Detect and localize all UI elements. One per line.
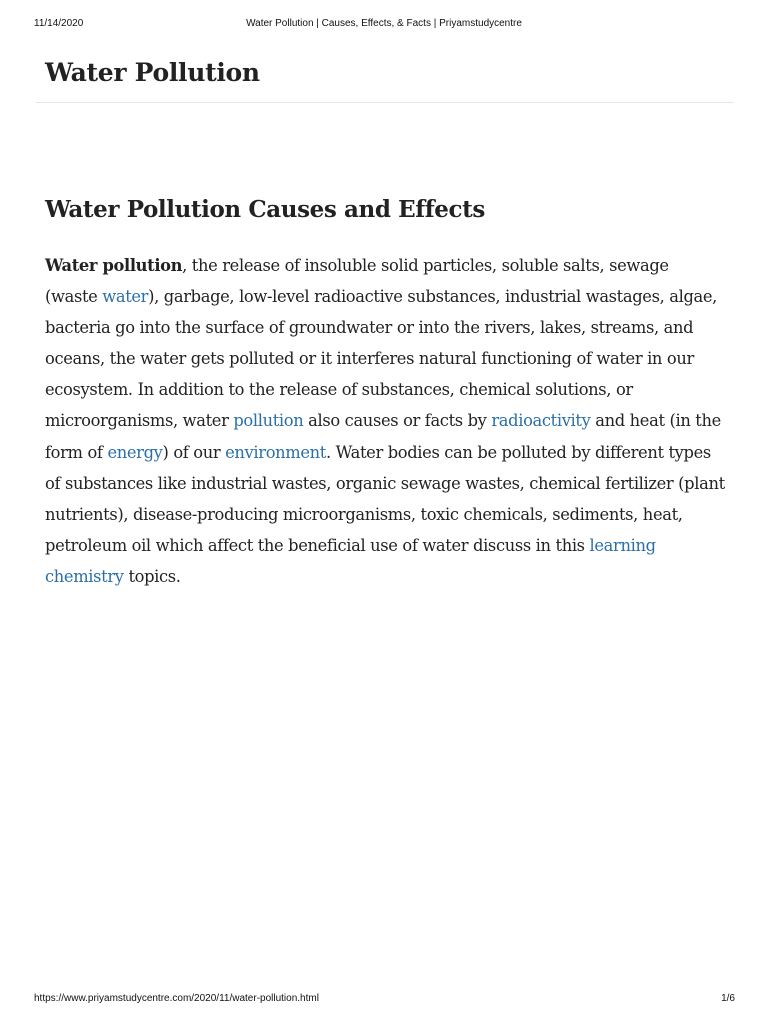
section-heading: Water Pollution Causes and Effects	[45, 196, 485, 223]
print-date: 11/14/2020	[34, 18, 84, 29]
article-paragraph	[45, 250, 725, 592]
paragraph-text: topics.	[123, 566, 181, 586]
title-divider	[36, 102, 734, 103]
print-footer	[0, 993, 768, 1007]
print-page-number: 1/6	[721, 993, 735, 1004]
print-page-url: https://www.priyamstudycentre.com/2020/11/water-pollution.html	[34, 993, 319, 1004]
link-water[interactable]: water	[102, 287, 149, 307]
print-header	[0, 18, 768, 32]
paragraph-text: also causes or facts by	[303, 411, 492, 431]
paragraph-text: , the release of insoluble solid particles, soluble salts, sewage (waste	[45, 256, 669, 307]
print-document-title: Water Pollution | Causes, Effects, & Facts | Priyamstudycentre	[246, 18, 522, 29]
lead-term: Water pollution	[45, 256, 183, 275]
paragraph-text: and heat (in the form of	[45, 411, 721, 462]
page-title: Water Pollution	[45, 58, 260, 87]
link-energy[interactable]: energy	[107, 442, 163, 462]
link-learning-chemistry[interactable]: learning chemistry	[45, 535, 656, 586]
paragraph-text: ), garbage, low-level radioactive substances, industrial wastages, algae, bacteria go into the surface of groundwater or into the rivers, lakes, streams, and oceans, the water gets polluted or it interferes natural functioning of water in our ecosystem. In addition to the release of substances, chemical solutions, or microorganisms, water	[45, 287, 717, 431]
link-environment[interactable]: environment	[225, 442, 326, 462]
link-pollution[interactable]: pollution	[233, 411, 304, 431]
link-radioactivity[interactable]: radioactivity	[491, 411, 591, 431]
paragraph-text: . Water bodies can be polluted by different types of substances like industrial wastes, organic sewage wastes, chemical fertilizer (plant nutrients), disease-producing microorganisms, toxic chemicals, sediments, heat, petroleum oil which affect the beneficial use of water discuss in this	[45, 442, 725, 555]
paragraph-text: ) of our	[162, 442, 226, 462]
